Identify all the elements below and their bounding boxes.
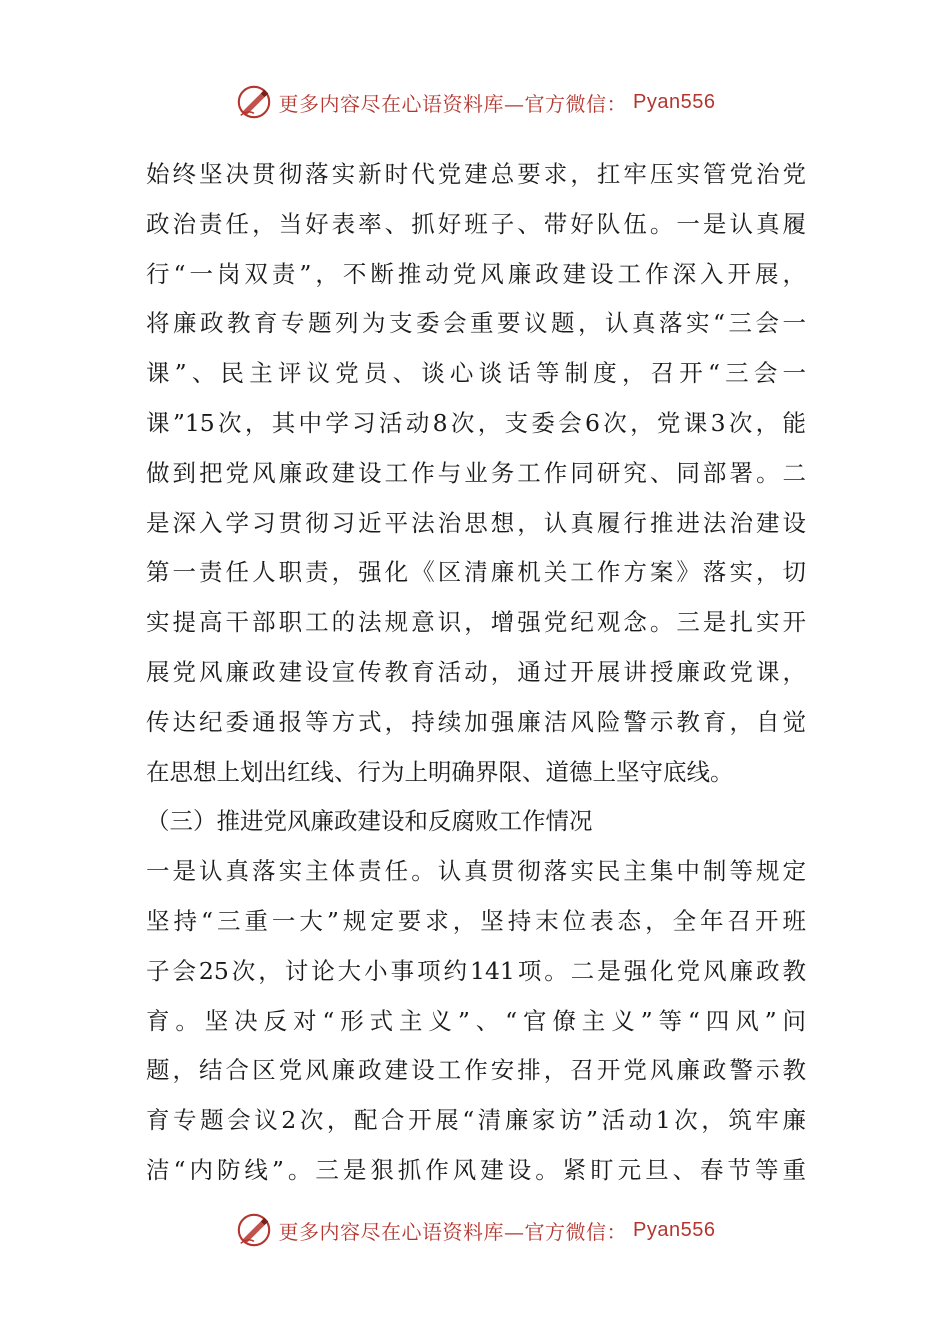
text-line: 展党风廉政建设宣传教育活动，通过开展讲授廉政党课， [146, 657, 806, 686]
pen-logo-icon [235, 1211, 273, 1249]
text-line: 将廉政教育专题列为支委会重要议题，认真落实“三会一 [146, 309, 806, 338]
text-line: 题，结合区党风廉政建设工作安排，召开党风廉政警示教 [146, 1056, 806, 1085]
text-line: 一是认真落实主体责任。认真贯彻落实民主集中制等规定 [146, 857, 806, 886]
text-line: 第一责任人职责，强化《区清廉机关工作方案》落实，切 [146, 558, 806, 587]
document-body [146, 150, 806, 1196]
header-watermark [0, 82, 950, 122]
pen-logo-icon [235, 83, 273, 121]
text-line: 在思想上划出红线、行为上明确界限、道德上坚守底线。 [146, 757, 734, 786]
footer-watermark [0, 1210, 950, 1250]
text-line: 洁“内防线”。三是狠抓作风建设。紧盯元旦、春节等重 [146, 1155, 806, 1184]
text-line: 育。坚决反对“形式主义”、“官僚主义”等“四风”问 [146, 1006, 806, 1035]
watermark-text: 更多内容尽在心语资料库—官方微信： [278, 91, 628, 116]
text-line: 育专题会议2次，配合开展“清廉家访”活动1次，筑牢廉 [146, 1106, 806, 1135]
text-line: 坚持“三重一大”规定要求，坚持末位表态，全年召开班 [146, 906, 806, 935]
text-line: 做到把党风廉政建设工作与业务工作同研究、同部署。二 [146, 458, 806, 487]
text-line: 传达纪委通报等方式，持续加强廉洁风险警示教育，自觉 [146, 707, 806, 736]
text-line: 始终坚决贯彻落实新时代党建总要求，扛牢压实管党治党 [146, 160, 806, 188]
text-line: 是深入学习贯彻习近平法治思想，认真履行推进法治建设 [146, 508, 806, 537]
text-line: 子会25次，讨论大小事项约141项。二是强化党风廉政教 [146, 956, 806, 985]
text-line: 课”、民主评议党员、谈心谈话等制度，召开“三会一 [146, 359, 806, 388]
text-line: 课”15次，其中学习活动8次，支委会6次，党课3次，能 [146, 408, 806, 437]
watermark-wechat-id: Pyan556 [633, 90, 716, 113]
text-line: 实提高干部职工的法规意识，增强党纪观念。三是扎实开 [146, 608, 806, 637]
section-heading: （三）推进党风廉政建设和反腐败工作情况 [146, 807, 593, 836]
watermark-wechat-id: Pyan556 [633, 1218, 716, 1241]
watermark-text: 更多内容尽在心语资料库—官方微信： [278, 1219, 628, 1244]
text-line: 政治责任，当好表率、抓好班子、带好队伍。一是认真履 [146, 209, 806, 238]
text-line: 行“一岗双责”，不断推动党风廉政建设工作深入开展， [146, 259, 806, 288]
